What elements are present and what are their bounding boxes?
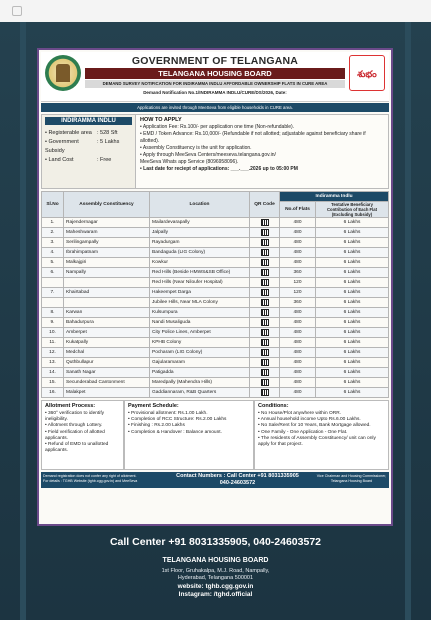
telangana-emblem-icon — [45, 55, 81, 91]
indiramma-value: : Free — [97, 157, 112, 163]
indiramma-value: : 528 Sft — [97, 130, 118, 136]
cell-qr-code — [250, 298, 280, 308]
how-to-apply-box — [136, 114, 389, 189]
address-line: 1st Floor, Gruhakalpa, M.J. Road, Nampally, — [161, 568, 270, 574]
poster-header — [41, 52, 389, 102]
cell-sl-no: 3. — [42, 238, 64, 248]
top-strip — [0, 0, 431, 22]
right-edge — [405, 22, 411, 620]
qr-code-icon[interactable] — [261, 309, 269, 316]
cell-no-of-flats: 480 — [280, 238, 316, 248]
cell-assembly-constituency: Sanath Nagar — [64, 368, 150, 378]
allotment-item: • Allotment through Lottery. — [45, 423, 103, 429]
cell-qr-code — [250, 278, 280, 288]
cell-no-of-flats: 480 — [280, 328, 316, 338]
projects-table — [41, 191, 389, 398]
table-row — [42, 268, 389, 278]
cell-no-of-flats: 480 — [280, 358, 316, 368]
cell-sl-no: 12. — [42, 348, 64, 358]
cell-no-of-flats: 480 — [280, 318, 316, 328]
cell-contribution: 6 Lakhs — [316, 248, 389, 258]
cell-location: Pocharam (LIG Colony) — [150, 348, 250, 358]
col-sl-no: Sl.No — [42, 192, 64, 218]
cell-contribution: 6 Lakhs — [316, 328, 389, 338]
cell-no-of-flats: 480 — [280, 388, 316, 398]
payment-title: Payment Schedule: — [128, 403, 179, 409]
cell-sl-no: 16. — [42, 388, 64, 398]
cell-assembly-constituency: Karwan — [64, 308, 150, 318]
cell-assembly-constituency: Kukatpally — [64, 338, 150, 348]
table-row — [42, 298, 389, 308]
table-row — [42, 348, 389, 358]
last-date-item: • Last date for reciept of applications: ___.___.2026 up to 05:00 PM — [140, 166, 298, 172]
how-to-apply-item: • Apply through MeeSeva Centers/meeseva.telangana.gov.in/ — [140, 152, 276, 158]
qr-code-icon[interactable] — [261, 319, 269, 326]
cell-contribution: 6 Lakhs — [316, 298, 389, 308]
cell-qr-code — [250, 238, 280, 248]
how-to-apply-title: HOW TO APPLY — [140, 117, 182, 123]
how-to-apply-item: • EMD / Token Advance: Rs.10,000/- (Refundable if not allotted; adjustable against beneficiary share if allotted). — [140, 131, 366, 144]
notification-number: Demand Notification No.1/INDIRAMMA INDLU/CURE/DS/2026, Date: — [143, 90, 287, 95]
indiramma-key: • Land Cost — [45, 157, 74, 163]
qr-code-icon[interactable] — [261, 249, 269, 256]
table-row — [42, 368, 389, 378]
table-row — [42, 228, 389, 238]
cell-location: Patigadda — [150, 368, 250, 378]
footer-disclaimer-line: For details : TGHB Website (tghb.cgg.gov.in) and MeeSeva — [43, 479, 138, 483]
cell-location: Gaddiannaram, R&B Quarters — [150, 388, 250, 398]
indiramma-key: • Government Subsidy — [45, 139, 79, 154]
qr-code-icon[interactable] — [261, 279, 269, 286]
cell-no-of-flats: 360 — [280, 268, 316, 278]
how-to-apply-item: MeeSeva Whats app Service (8096958096). — [140, 159, 239, 165]
cell-no-of-flats: 480 — [280, 338, 316, 348]
indiramma-line — [45, 129, 132, 138]
allotment-title: Allotment Process: — [45, 403, 96, 409]
cell-qr-code — [250, 288, 280, 298]
col-location: Location — [150, 192, 250, 218]
address-line: Hyderabad, Telangana 500001 — [177, 575, 254, 581]
cell-sl-no: 6. — [42, 268, 64, 278]
cell-qr-code — [250, 338, 280, 348]
cell-assembly-constituency: Secunderabad Cantonment — [64, 378, 150, 388]
qr-code-icon[interactable] — [261, 259, 269, 266]
cell-location: Rayadurgam — [150, 238, 250, 248]
cell-location: Bandaguda (LIG Colony) — [150, 248, 250, 258]
cell-sl-no: 2. — [42, 228, 64, 238]
col-indiramma-indlu: Indiramma Indlu — [280, 192, 389, 202]
table-row — [42, 288, 389, 298]
cell-no-of-flats: 480 — [280, 258, 316, 268]
cell-location: Red Hills (Beside HMWS&SB Office) — [150, 268, 250, 278]
col-no-of-flats: No.of Flats — [280, 202, 316, 218]
cell-qr-code — [250, 308, 280, 318]
table-row — [42, 258, 389, 268]
qr-code-icon[interactable] — [261, 289, 269, 296]
qr-code-icon[interactable] — [261, 379, 269, 386]
address — [0, 568, 431, 582]
cell-location: KPHB Colony — [150, 338, 250, 348]
campaign-logo-icon — [349, 55, 385, 91]
cell-qr-code — [250, 218, 280, 228]
cell-contribution: 6 Lakhs — [316, 308, 389, 318]
cell-location: Mailardevarapally — [150, 218, 250, 228]
table-row — [42, 358, 389, 368]
conditions-box — [254, 400, 389, 470]
payment-item: • Finishing : Rs.2.00 Lakhs — [128, 423, 185, 429]
cell-location: Nandi Musaliguda — [150, 318, 250, 328]
payment-item: • Completion & Handover : Balance amount. — [128, 429, 222, 435]
cell-no-of-flats: 480 — [280, 248, 316, 258]
notification-poster — [37, 48, 393, 526]
how-to-apply-item: • Application Fee: Rs.100/- per application one time (Non-refundable). — [140, 124, 295, 130]
cell-sl-no: 10. — [42, 328, 64, 338]
left-edge — [20, 22, 26, 620]
cell-no-of-flats: 480 — [280, 348, 316, 358]
table-row — [42, 378, 389, 388]
qr-code-icon[interactable] — [261, 329, 269, 336]
cell-no-of-flats: 120 — [280, 278, 316, 288]
cell-no-of-flats: 360 — [280, 298, 316, 308]
cell-qr-code — [250, 348, 280, 358]
condition-item: • Annual household income Upto Rs.6.00 Lakhs. — [258, 417, 361, 423]
cell-location: Red Hills (Near Niloufer Hospital) — [150, 278, 250, 288]
footer-contact-line: Contact Numbers : Call Center +91 8031335905 — [176, 473, 299, 479]
website-link[interactable]: website: tghb.cgg.gov.in — [177, 583, 254, 590]
qr-code-icon[interactable] — [261, 389, 269, 396]
cell-assembly-constituency — [64, 278, 150, 288]
indiramma-line — [45, 156, 132, 165]
cell-location: Maredpally (Mahendra Hills) — [150, 378, 250, 388]
cell-sl-no: 14. — [42, 368, 64, 378]
cell-location: Kowkur — [150, 258, 250, 268]
qr-code-icon[interactable] — [261, 359, 269, 366]
cell-assembly-constituency: Maheshwaram — [64, 228, 150, 238]
indiramma-value: : 5 Lakhs — [97, 139, 120, 145]
cell-qr-code — [250, 268, 280, 278]
table-row — [42, 278, 389, 288]
condition-item: • No Sale/Rent for 10 Years, Bank Mortgage allowed. — [258, 423, 371, 429]
cell-assembly-constituency: Malakpet — [64, 388, 150, 398]
cell-no-of-flats: 480 — [280, 218, 316, 228]
cell-qr-code — [250, 328, 280, 338]
cell-assembly-constituency: Amberpet — [64, 328, 150, 338]
cell-sl-no: 4. — [42, 248, 64, 258]
table-row — [42, 318, 389, 328]
organization-name: TELANGANA HOUSING BOARD — [162, 557, 269, 564]
cell-location: City Police Lines, Amberpet — [150, 328, 250, 338]
cell-no-of-flats: 480 — [280, 378, 316, 388]
cell-sl-no: 7. — [42, 288, 64, 298]
col-qr-code: QR Code — [250, 192, 280, 218]
cell-contribution: 6 Lakhs — [316, 288, 389, 298]
cell-contribution: 6 Lakhs — [316, 338, 389, 348]
poster-footer — [41, 472, 389, 488]
instagram-link[interactable]: Instagram: /tghd.official — [178, 591, 253, 598]
indiramma-key: • Registerable area — [45, 130, 92, 136]
indiramma-line — [45, 138, 132, 156]
condition-item: • One Family - One Application - One Flat. — [258, 429, 348, 435]
how-to-apply-item: • Assembly Constituency is the unit for application. — [140, 145, 252, 151]
table-row — [42, 388, 389, 398]
allotment-item: • Field verification of allotted applicants. — [45, 429, 105, 441]
cell-contribution: 6 Lakhs — [316, 258, 389, 268]
cell-contribution: 6 Lakhs — [316, 268, 389, 278]
cell-sl-no: 15. — [42, 378, 64, 388]
cell-assembly-constituency: Quthbullapur — [64, 358, 150, 368]
cell-location: Jalpally — [150, 228, 250, 238]
qr-code-icon[interactable] — [261, 229, 269, 236]
window-control-icon[interactable] — [12, 6, 22, 16]
cell-contribution: 6 Lakhs — [316, 228, 389, 238]
cell-qr-code — [250, 248, 280, 258]
table-row — [42, 218, 389, 228]
table-row — [42, 308, 389, 318]
cell-no-of-flats: 480 — [280, 368, 316, 378]
web-links — [0, 583, 431, 599]
cell-assembly-constituency: Bahadurpura — [64, 318, 150, 328]
cell-location: Hakeempet Darga — [150, 288, 250, 298]
col-assembly-constituency: Assembly Constituency — [64, 192, 150, 218]
payment-item: • Provisional allotment: Rs.1.00 Lakh. — [128, 411, 208, 416]
notification-subject: DEMAND SURVEY NOTIFICATION FOR INDIRAMMA INDLU AFFORDABLE OWNERSHIP FLATS IN CURE AREA — [85, 80, 345, 88]
footer-signatory: Vice Chairman and Housing Commissioner, Telangana Housing Board — [316, 474, 387, 483]
condition-item: • The residents of Assembly Constituency/ unit can only apply for that project. — [258, 435, 376, 448]
cell-sl-no: 13. — [42, 358, 64, 368]
cell-qr-code — [250, 358, 280, 368]
cell-assembly-constituency: Serilingampally — [64, 238, 150, 248]
cell-assembly-constituency: Rajendernagar — [64, 218, 150, 228]
cell-assembly-constituency: Khairtabad — [64, 288, 150, 298]
table-row — [42, 248, 389, 258]
cell-qr-code — [250, 318, 280, 328]
cell-contribution: 6 Lakhs — [316, 378, 389, 388]
allotment-item: • 360° verification to identify ineligibility. — [45, 411, 105, 423]
cell-sl-no: 9. — [42, 318, 64, 328]
cell-sl-no — [42, 298, 64, 308]
qr-code-icon[interactable] — [261, 339, 269, 346]
footer-contact-line: 040-24603572 — [219, 479, 256, 486]
conditions-title: Conditions: — [258, 403, 289, 409]
cell-assembly-constituency — [64, 298, 150, 308]
cell-contribution: 6 Lakhs — [316, 318, 389, 328]
qr-code-icon[interactable] — [261, 299, 269, 306]
campaign-logo-text: శుభం — [357, 69, 377, 79]
cell-contribution: 6 Lakhs — [316, 348, 389, 358]
cell-contribution: 6 Lakhs — [316, 218, 389, 228]
cell-no-of-flats: 480 — [280, 228, 316, 238]
indiramma-title: INDIRAMMA INDLU — [45, 117, 132, 125]
cell-location: Gajularamaram — [150, 358, 250, 368]
cell-assembly-constituency: Nampally — [64, 268, 150, 278]
allotment-item: • Refund of EMD to unallotted applicants. — [45, 442, 109, 454]
call-center-line: Call Center +91 8031335905, 040-24603572 — [109, 536, 322, 548]
qr-code-icon[interactable] — [261, 239, 269, 246]
cell-sl-no: 8. — [42, 308, 64, 318]
cell-contribution: 6 Lakhs — [316, 368, 389, 378]
cell-qr-code — [250, 378, 280, 388]
payment-item: • Completion of RCC Structure: Rs.2.00 Lakhs — [128, 417, 227, 423]
cell-assembly-constituency: Malkajgiri — [64, 258, 150, 268]
cell-sl-no: 1. — [42, 218, 64, 228]
table-row — [42, 328, 389, 338]
cell-qr-code — [250, 228, 280, 238]
cell-location: Jubilee Hills, Near MLA Colony — [150, 298, 250, 308]
table-row — [42, 338, 389, 348]
cell-qr-code — [250, 258, 280, 268]
cell-assembly-constituency: Ibrahimpatnam — [64, 248, 150, 258]
housing-board-title: TELANGANA HOUSING BOARD — [85, 68, 345, 79]
cell-sl-no: 11. — [42, 338, 64, 348]
cell-assembly-constituency: Medchal — [64, 348, 150, 358]
cell-qr-code — [250, 368, 280, 378]
cell-sl-no: 5. — [42, 258, 64, 268]
invitation-banner: Applications are invited through MeeSeva from eligible households in CURE area. — [41, 103, 389, 112]
cell-no-of-flats: 120 — [280, 288, 316, 298]
cell-contribution: 6 Lakhs — [316, 238, 389, 248]
footer-disclaimer — [41, 472, 161, 488]
qr-code-icon[interactable] — [261, 269, 269, 276]
footer-contact — [161, 472, 314, 488]
qr-code-icon[interactable] — [261, 349, 269, 356]
table-row — [42, 238, 389, 248]
footer-disclaimer-line: Demand registration does not confer any right of allotment. — [43, 474, 137, 478]
cell-location: Kulsumpura — [150, 308, 250, 318]
cell-contribution: 6 Lakhs — [316, 388, 389, 398]
info-row — [41, 114, 389, 189]
qr-code-icon[interactable] — [261, 219, 269, 226]
qr-code-icon[interactable] — [261, 369, 269, 376]
cell-contribution: 6 Lakhs — [316, 278, 389, 288]
col-beneficiary-contribution: Tentative Beneficiary Contribution of Each Flat (Excluding Subsidy) — [316, 202, 389, 218]
cell-sl-no — [42, 278, 64, 288]
condition-item: • No House/Plot anywhere within ORR. — [258, 411, 341, 416]
payment-schedule-box — [124, 400, 254, 470]
indiramma-box — [41, 114, 136, 189]
cell-contribution: 6 Lakhs — [316, 358, 389, 368]
cell-no-of-flats: 480 — [280, 308, 316, 318]
cell-qr-code — [250, 388, 280, 398]
allotment-process-box — [41, 400, 124, 470]
government-title: GOVERNMENT OF TELANGANA — [131, 55, 299, 67]
info-boxes-row — [41, 400, 389, 470]
